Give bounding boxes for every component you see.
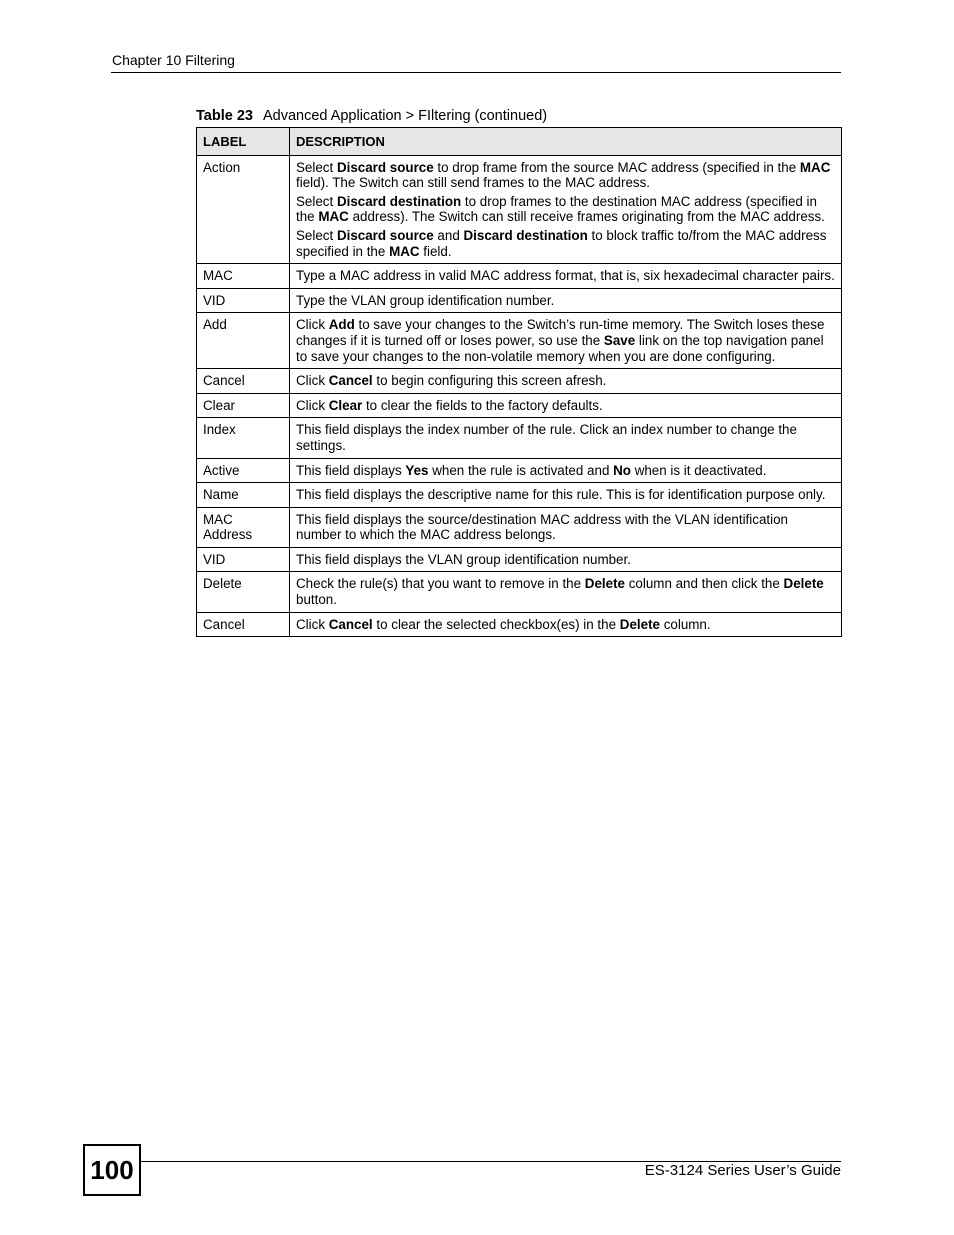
bold-term: Cancel — [328, 616, 373, 632]
text-run: Click — [296, 616, 329, 632]
text-run: button. — [296, 592, 337, 608]
table-row — [197, 155, 842, 264]
row-description — [290, 612, 842, 637]
bold-term: MAC — [389, 243, 420, 259]
text-run: column and then click the — [625, 576, 784, 592]
bold-term: Delete — [619, 616, 660, 632]
table-row — [197, 507, 842, 547]
row-description — [290, 369, 842, 394]
column-header-label: LABEL — [197, 128, 290, 156]
text-run: Check the rule(s) that you want to remove in the — [296, 576, 585, 592]
text-run: and — [433, 227, 464, 243]
text-run: to save your changes to the Switch’s run-time memory. The Switch loses these changes if it is turned off or loses power, so use the — [296, 317, 825, 348]
text-run: This field displays — [296, 462, 406, 478]
row-label: Active — [197, 458, 290, 483]
bold-term: Delete — [584, 576, 625, 592]
row-label: MAC — [197, 264, 290, 289]
description-paragraph — [296, 512, 835, 543]
running-header: Chapter 10 Filtering — [112, 52, 235, 68]
row-description — [290, 418, 842, 458]
page-number: 100 — [83, 1144, 141, 1196]
text-run: Click — [296, 397, 329, 413]
description-paragraph — [296, 398, 835, 414]
bold-term: Discard source — [336, 227, 434, 243]
row-label: MAC Address — [197, 507, 290, 547]
row-label: Index — [197, 418, 290, 458]
row-description — [290, 313, 842, 369]
text-run: Select — [296, 227, 337, 243]
text-run: to clear the fields to the factory defaults. — [362, 397, 603, 413]
row-description — [290, 572, 842, 612]
bold-term: Yes — [405, 462, 429, 478]
row-label: VID — [197, 288, 290, 313]
table-number: Table 23 — [196, 108, 253, 124]
description-paragraph — [296, 228, 835, 259]
table-row — [197, 418, 842, 458]
row-description — [290, 458, 842, 483]
guide-title: ES-3124 Series User’s Guide — [644, 1162, 841, 1179]
table-row — [197, 612, 842, 637]
text-run: column. — [659, 616, 711, 632]
text-run: Select — [296, 159, 337, 175]
text-run: Select — [296, 193, 337, 209]
table-row — [197, 264, 842, 289]
bold-term: Discard source — [336, 159, 434, 175]
bold-term: No — [613, 462, 631, 478]
table-header-row — [197, 128, 842, 156]
row-label: Delete — [197, 572, 290, 612]
text-run: address). The Switch can still receive frames originating from the MAC address. — [348, 209, 825, 225]
bold-term: Cancel — [328, 373, 373, 389]
text-run: This field displays the source/destination MAC address with the VLAN identification number to which the MAC address belongs. — [296, 511, 788, 543]
description-paragraph — [296, 268, 835, 284]
text-run: to clear the selected checkbox(es) in the — [372, 616, 620, 632]
description-paragraph — [296, 160, 835, 191]
table-body — [197, 155, 842, 637]
text-run: to begin configuring this screen afresh. — [372, 373, 607, 389]
row-label: Action — [197, 155, 290, 264]
description-paragraph — [296, 463, 835, 479]
description-paragraph — [296, 293, 835, 309]
text-run: link on the top navigation panel to save your changes to the non-volatile memory when you are done configuring. — [296, 332, 824, 364]
table-row — [197, 369, 842, 394]
text-run: field). The Switch can still send frames to the MAC address. — [296, 175, 651, 191]
text-run: Click — [296, 317, 329, 333]
description-paragraph — [296, 617, 835, 633]
text-run: when is it deactivated. — [630, 462, 767, 478]
bold-term: Clear — [328, 397, 363, 413]
description-paragraph — [296, 576, 835, 607]
bold-term: MAC — [318, 209, 349, 225]
row-description — [290, 547, 842, 572]
row-description — [290, 483, 842, 508]
bold-term: Add — [328, 317, 355, 333]
description-paragraph — [296, 373, 835, 389]
description-paragraph — [296, 317, 835, 364]
text-run: to drop frame from the source MAC address (specified in the — [433, 159, 800, 175]
header-divider — [111, 72, 841, 73]
description-paragraph — [296, 194, 835, 225]
bold-term: Discard destination — [463, 227, 588, 243]
text-run: when the rule is activated and — [428, 462, 614, 478]
row-label: Name — [197, 483, 290, 508]
table-row — [197, 313, 842, 369]
text-run: field. — [419, 243, 452, 259]
text-run: Click — [296, 373, 329, 389]
description-paragraph — [296, 552, 835, 568]
table-row — [197, 458, 842, 483]
description-paragraph — [296, 422, 835, 453]
row-description — [290, 507, 842, 547]
row-label: Add — [197, 313, 290, 369]
table-row — [197, 547, 842, 572]
column-header-description: DESCRIPTION — [290, 128, 842, 156]
description-paragraph — [296, 487, 835, 503]
table-row — [197, 288, 842, 313]
text-run: to drop frames to the destination MAC address (specified in the — [296, 193, 817, 225]
table-caption — [196, 108, 547, 124]
table-row — [197, 393, 842, 418]
field-description-table — [196, 127, 842, 637]
row-description — [290, 393, 842, 418]
table-title: Advanced Application > FIltering (continued) — [262, 108, 548, 124]
row-description — [290, 155, 842, 264]
bold-term: Save — [603, 332, 636, 348]
text-run: This field displays the index number of the rule. Click an index number to change the settings. — [296, 422, 797, 453]
table-row — [197, 483, 842, 508]
row-label: Clear — [197, 393, 290, 418]
row-label: Cancel — [197, 369, 290, 394]
text-run: Type the VLAN group identification number. — [296, 292, 555, 308]
text-run: This field displays the descriptive name for this rule. This is for identification purpose only. — [296, 487, 826, 503]
text-run: This field displays the VLAN group identification number. — [296, 551, 631, 567]
row-label: Cancel — [197, 612, 290, 637]
table-row — [197, 572, 842, 612]
text-run: to block traffic to/from the MAC address specified in the — [296, 227, 827, 259]
text-run: Type a MAC address in valid MAC address format, that is, six hexadecimal character pairs. — [296, 268, 835, 284]
row-description — [290, 264, 842, 289]
bold-term: Discard destination — [336, 193, 462, 209]
row-label: VID — [197, 547, 290, 572]
bold-term: MAC — [799, 159, 831, 175]
bold-term: Delete — [783, 576, 824, 592]
row-description — [290, 288, 842, 313]
